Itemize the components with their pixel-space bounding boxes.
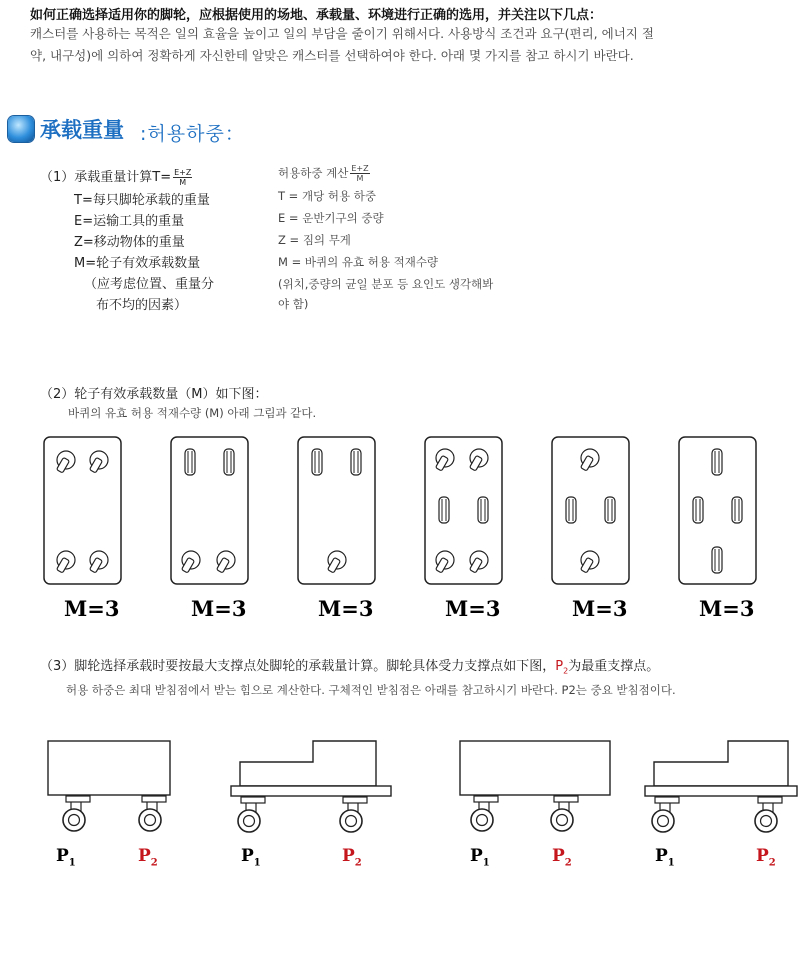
layout-box-1 bbox=[44, 437, 121, 584]
intro-chinese: 如何正确选择适用你的脚轮，应根据使用的场地、承载量、环境进行正确的选用，并关注以下几点： bbox=[30, 8, 603, 23]
support-diagram-1 bbox=[48, 741, 170, 831]
section2-korean: 바퀴의 유효 허용 적재수량 (M) 아래 그림과 같다. bbox=[68, 406, 317, 420]
m-label-2: M=3 bbox=[191, 596, 247, 621]
section-title-korean: :허용하중： bbox=[140, 123, 245, 145]
p-label-4: $P_2$ bbox=[342, 846, 362, 869]
formula-zh-row-0: （1）承载重量计算T= $\frac{E+Z}{M}$ bbox=[40, 168, 192, 187]
formula-ko-row-4: M = 바퀴의 유효 허용 적재수량 bbox=[278, 255, 439, 269]
formula-zh-row-5: （应考虑位置、重量分 bbox=[84, 277, 215, 292]
formula-ko-row-3: Z = 짐의 무게 bbox=[278, 233, 351, 247]
m-label-3: M=3 bbox=[318, 596, 374, 621]
p-label-7: $P_1$ bbox=[655, 846, 675, 869]
p-label-8: $P_2$ bbox=[756, 846, 776, 869]
layout-box-5 bbox=[552, 437, 629, 584]
support-diagram-3 bbox=[460, 741, 610, 831]
p-label-1: $P_1$ bbox=[56, 846, 76, 869]
intro-korean-line2: 약, 내구성)에 의하여 정확하게 자신한테 알맞은 캐스터를 선택하여야 한다. 아래 몇 가지를 참고 하시기 바란다. bbox=[30, 48, 634, 63]
p-label-6: $P_2$ bbox=[552, 846, 572, 869]
support-diagram-4 bbox=[645, 741, 797, 832]
m-label-1: M=3 bbox=[64, 596, 120, 621]
section-title-chinese: 承载重量 bbox=[40, 118, 124, 142]
formula-zh-row-2: E=运输工具的重量 bbox=[74, 214, 185, 229]
formula-ko-row-6: 야 함) bbox=[278, 297, 309, 311]
layout-box-2 bbox=[171, 437, 248, 584]
m-label-5: M=3 bbox=[572, 596, 628, 621]
p-label-3: $P_1$ bbox=[241, 846, 261, 869]
formula-ko-row-0: 허용하중 계산 $\frac{E+Z}{M}$ bbox=[278, 164, 369, 183]
p-label-2: $P_2$ bbox=[138, 846, 158, 869]
formula-fraction-ko: $\frac{E+Z}{M}$ bbox=[351, 164, 369, 183]
formula-zh-row-1: T=每只脚轮承载的重量 bbox=[74, 193, 210, 208]
intro-korean-line1: 캐스터를 사용하는 목적은 일의 효율을 높이고 일의 부담을 줄이기 위해서다. 사용방식 조건과 요구(편리, 에너지 절 bbox=[30, 26, 654, 41]
layout-box-4 bbox=[425, 437, 502, 584]
formula-zh-row-6: 布不均的因素） bbox=[96, 298, 188, 313]
section3-chinese: （3）脚轮选择承载时要按最大支撑点处脚轮的承载量计算。脚轮具体受力支撑点如下图，$P_2$为最重支撑点。 bbox=[40, 659, 660, 676]
formula-zh-row-3: Z=移动物体的重量 bbox=[74, 235, 185, 250]
formula-ko-row-1: T = 개당 허용 하중 bbox=[278, 189, 376, 203]
formula-ko-row-2: E = 운반기구의 중량 bbox=[278, 211, 384, 225]
m-label-4: M=3 bbox=[445, 596, 501, 621]
section2-chinese: （2）轮子有效承载数量（M）如下图： bbox=[40, 387, 268, 402]
p-label-5: $P_1$ bbox=[470, 846, 490, 869]
layout-box-6 bbox=[679, 437, 756, 584]
support-diagram-2 bbox=[231, 741, 391, 832]
m-label-6: M=3 bbox=[699, 596, 755, 621]
formula-zh-row-4: M=轮子有效承载数量 bbox=[74, 256, 201, 271]
formula-fraction-zh: $\frac{E+Z}{M}$ bbox=[174, 168, 192, 187]
formula-ko-row-5: (위치,중량의 균일 분포 등 요인도 생각해봐 bbox=[278, 277, 494, 291]
layout-box-3 bbox=[298, 437, 375, 584]
section3-korean: 허용 하중은 최대 받침점에서 받는 힘으로 계산한다. 구체적인 받침점은 아래를 참고하시기 바란다. P2는 중요 받침점이다. bbox=[66, 683, 676, 697]
